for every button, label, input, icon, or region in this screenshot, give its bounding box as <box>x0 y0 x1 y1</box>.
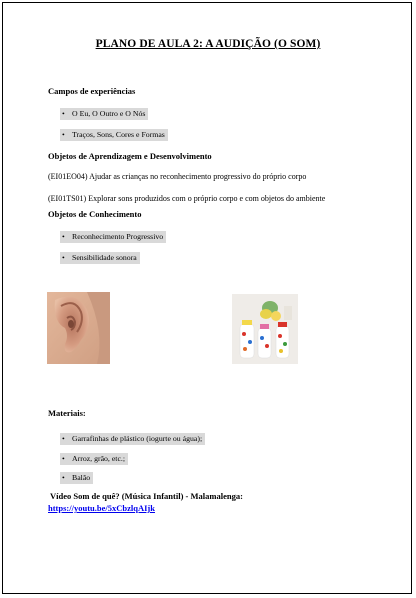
ear-photo <box>47 292 110 364</box>
list-item <box>60 231 166 243</box>
bullet-icon: • <box>62 109 65 118</box>
page-title: PLANO DE AULA 2: A AUDIÇÃO (O SOM) <box>95 38 321 50</box>
objetivo-text: (EI01EO04) Ajudar as crianças no reconhecimento progressivo do próprio corpo <box>48 172 307 181</box>
list-item-label: Garrafinhas de plástico (iogurte ou água); <box>72 434 203 443</box>
list-item-label: Arroz, grão, etc.; <box>72 454 126 463</box>
bullet-icon: • <box>62 130 65 139</box>
bottles-image <box>232 294 298 364</box>
conhecimento-heading: Objetos de Conhecimento <box>48 209 142 219</box>
list-item <box>60 108 148 120</box>
bullet-icon: • <box>62 232 65 241</box>
campos-heading: Campos de experiências <box>48 86 136 96</box>
bullet-icon: • <box>62 434 65 443</box>
objetivo-text: (EI01TS01) Explorar sons produzidos com o próprio corpo e com objetos do ambiente <box>48 194 326 203</box>
ear-image <box>47 292 110 364</box>
list-item <box>60 433 205 445</box>
bottles-photo <box>232 294 298 364</box>
list-item <box>60 129 168 141</box>
list-item-label: Reconhecimento Progressivo <box>72 232 164 241</box>
list-item <box>60 453 128 465</box>
list-item-label: Traços, Sons, Cores e Formas <box>72 130 165 139</box>
bullet-icon: • <box>62 253 65 262</box>
materiais-heading: Materiais: <box>48 408 86 418</box>
list-item <box>60 252 140 264</box>
list-item-label: Balão <box>72 473 91 482</box>
list-item <box>60 472 93 484</box>
list-item-label: Sensibilidade sonora <box>72 253 137 262</box>
video-link[interactable]: https://youtu.be/5xCbzlqAIjk <box>48 503 155 513</box>
video-label: Vídeo Som de quê? (Música Infantil) - Malamalenga: <box>50 491 243 501</box>
bullet-icon: • <box>62 473 65 482</box>
list-item-label: O Eu, O Outro e O Nós <box>72 109 146 118</box>
objetivos-heading: Objetos de Aprendizagem e Desenvolvimento <box>48 151 212 161</box>
bullet-icon: • <box>62 454 65 463</box>
